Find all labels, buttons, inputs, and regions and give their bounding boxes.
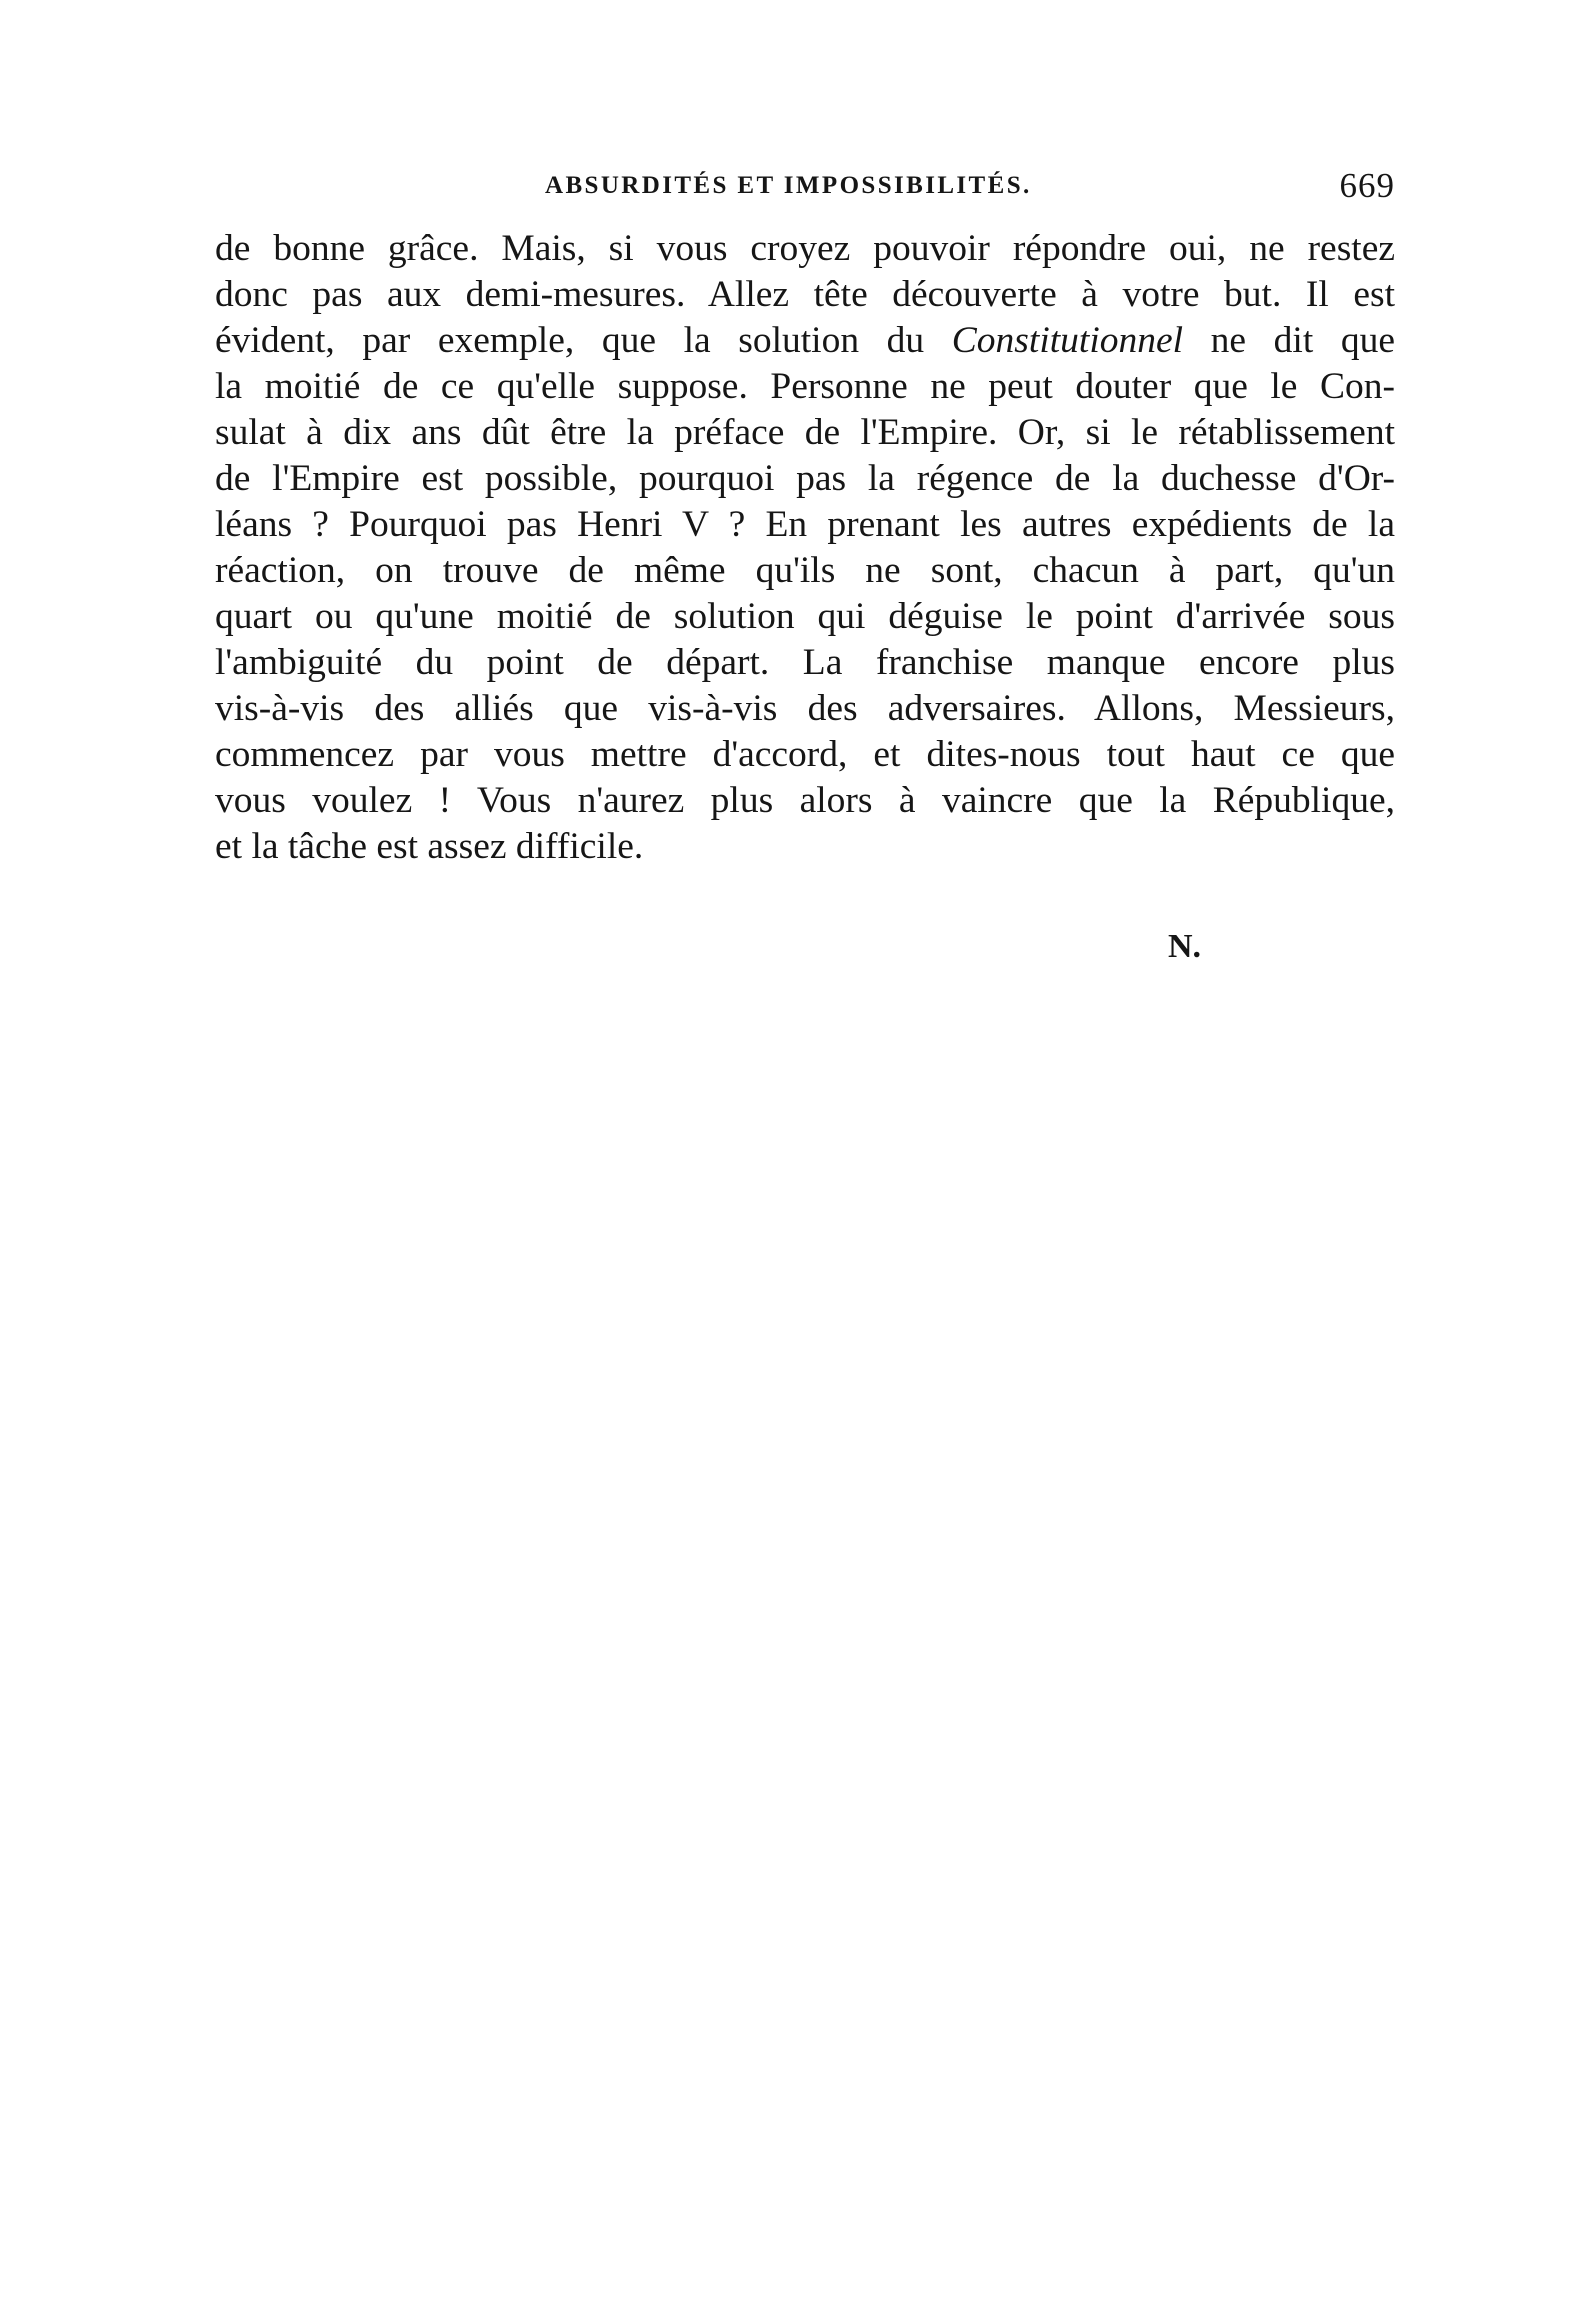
text-line: vous voulez ! Vous n'aurez plus alors à vaincre que la République, — [215, 780, 1395, 821]
text-line: l'ambiguité du point de départ. La franchise manque encore plus — [215, 642, 1395, 683]
text-line: et la tâche est assez difficile. — [215, 826, 644, 867]
text-line: de l'Empire est possible, pourquoi pas la régence de la duchesse d'Or- — [215, 458, 1395, 499]
text-line: quart ou qu'une moitié de solution qui déguise le point d'arrivée sous — [215, 596, 1395, 637]
running-title: ABSURDITÉS ET IMPOSSIBILITÉS. — [545, 172, 1032, 199]
author-signature: N. — [1168, 928, 1202, 965]
body-text — [215, 226, 1395, 870]
text-line: donc pas aux demi-mesures. Allez tête découverte à votre but. Il est — [215, 274, 1395, 315]
text-line: évident, par exemple, que la solution du Constitutionnel ne dit que — [215, 320, 1395, 361]
text-line: vis-à-vis des alliés que vis-à-vis des adversaires. Allons, Messieurs, — [215, 688, 1395, 729]
text-line: léans ? Pourquoi pas Henri V ? En prenant les autres expédients de la — [215, 504, 1395, 545]
text-line: de bonne grâce. Mais, si vous croyez pouvoir répondre oui, ne restez — [215, 228, 1395, 269]
newspaper-title: Constitutionnel — [951, 320, 1184, 361]
text-line: commencez par vous mettre d'accord, et dites-nous tout haut ce que — [215, 734, 1395, 775]
running-header — [215, 168, 1395, 208]
text-line: la moitié de ce qu'elle suppose. Personne ne peut douter que le Con- — [215, 366, 1395, 407]
text-line: réaction, on trouve de même qu'ils ne sont, chacun à part, qu'un — [215, 550, 1395, 591]
text-line: sulat à dix ans dût être la préface de l'Empire. Or, si le rétablissement — [215, 412, 1395, 453]
page-number: 669 — [1339, 166, 1395, 205]
